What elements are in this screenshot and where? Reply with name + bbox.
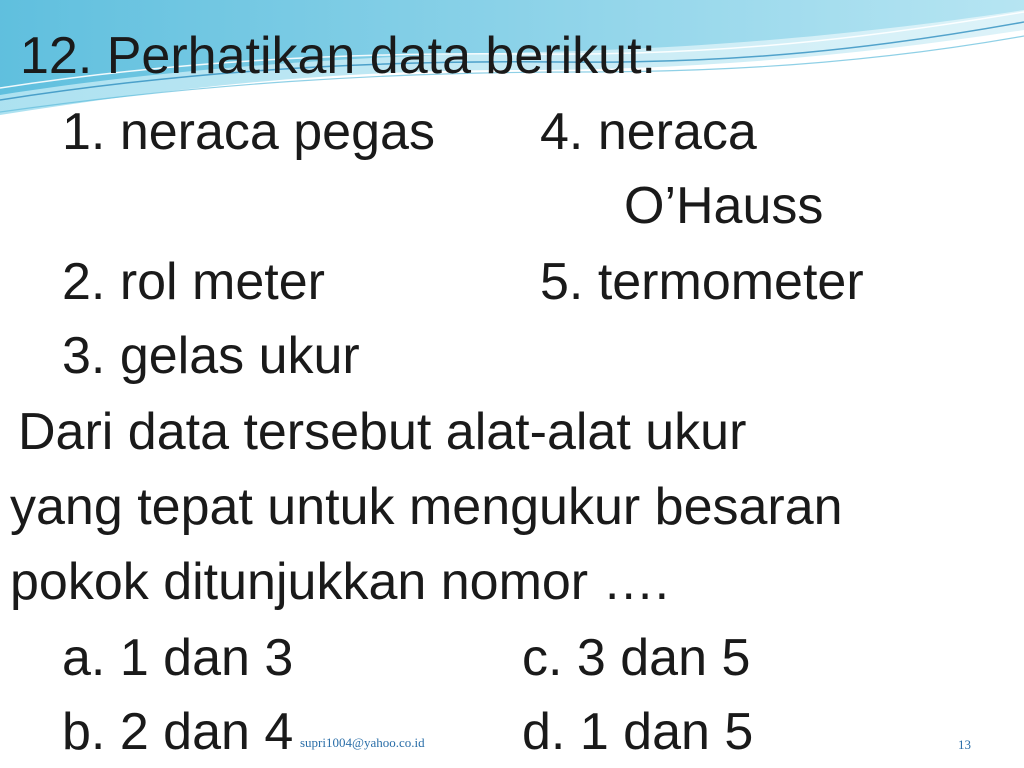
- option-c: c. 3 dan 5: [522, 629, 751, 687]
- footer-email: supri1004@yahoo.co.id: [300, 735, 425, 750]
- item-3: 3. gelas ukur: [62, 327, 360, 385]
- item-4-continuation: O’Hauss: [624, 177, 824, 235]
- item-2: 2. rol meter: [62, 253, 325, 311]
- question-line-2: yang tepat untuk mengukur besaran: [10, 478, 843, 536]
- item-5: 5. termometer: [540, 253, 864, 311]
- option-b: b. 2 dan 4: [62, 703, 294, 761]
- question-line-3: pokok ditunjukkan nomor ….: [10, 553, 670, 611]
- question-title: 12. Perhatikan data berikut:: [20, 27, 656, 85]
- item-4: 4. neraca: [540, 103, 757, 161]
- page-number: 13: [958, 737, 971, 752]
- option-d: d. 1 dan 5: [522, 703, 754, 761]
- item-1: 1. neraca pegas: [62, 103, 435, 161]
- option-a: a. 1 dan 3: [62, 629, 294, 687]
- question-line-1: Dari data tersebut alat-alat ukur: [18, 403, 747, 461]
